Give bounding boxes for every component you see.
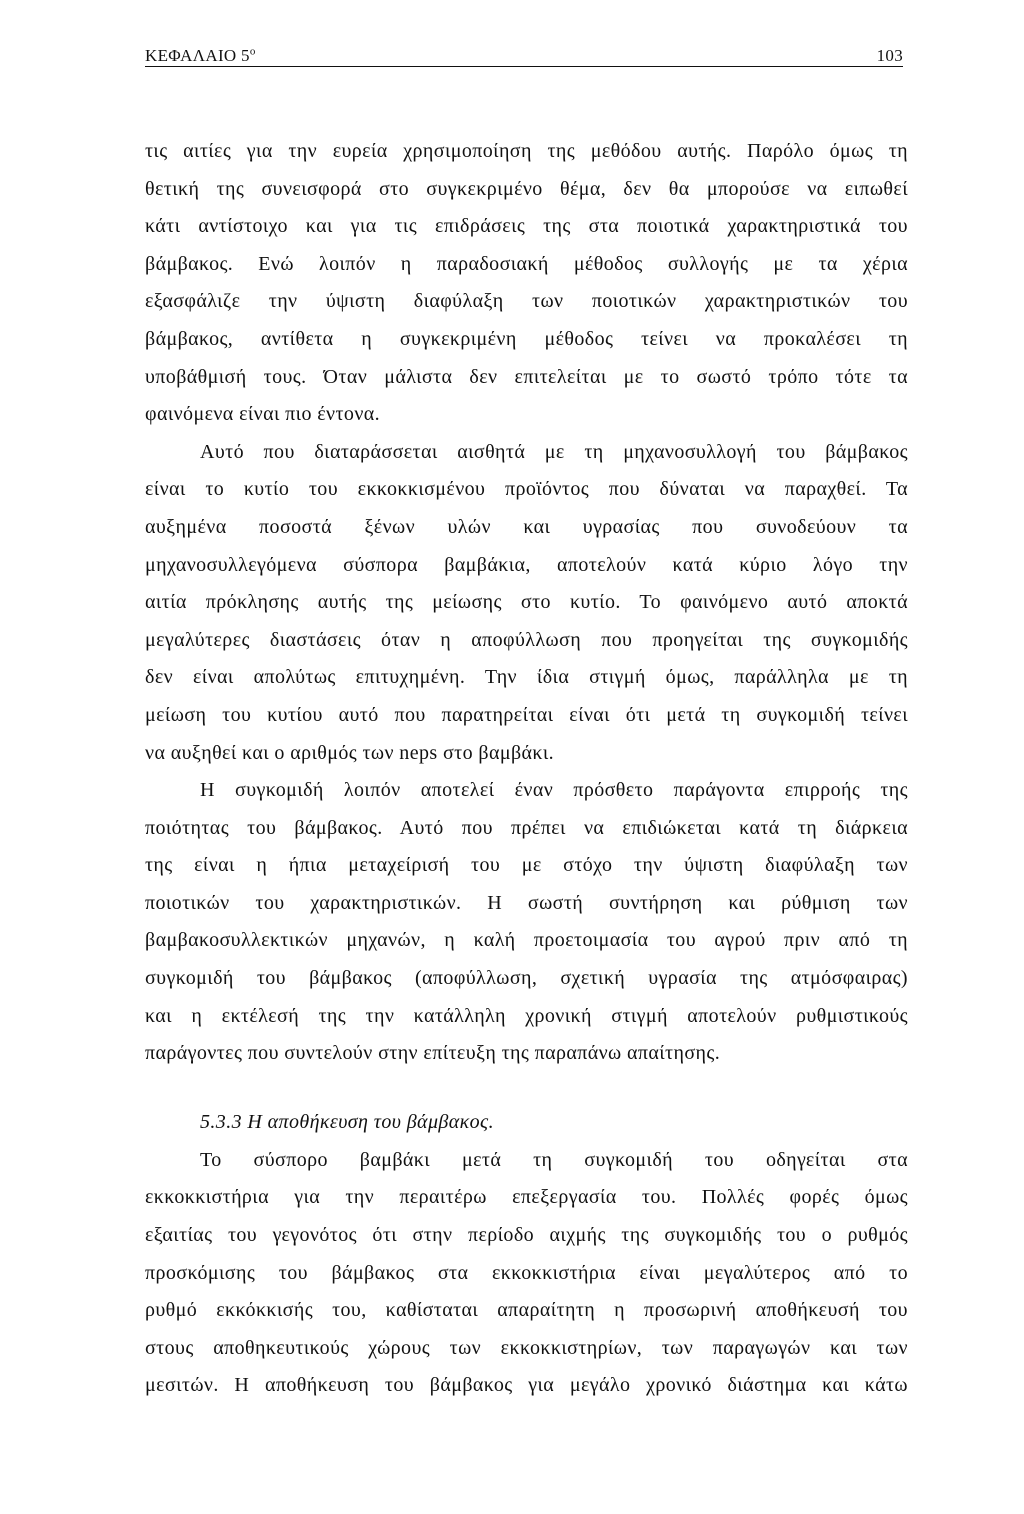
text-line: μεσιτών. Η αποθήκευση του βάμβακος για μεγάλο χρονικό διάστημα και κάτω [145, 1374, 908, 1397]
text-line: προσκόμισης του βάμβακος στα εκκοκκιστήρια είναι μεγαλύτερος από το [145, 1261, 908, 1284]
text-line: βάμβακος. Ενώ λοιπόν η παραδοσιακή μέθοδος συλλογής με τα χέρια [145, 252, 908, 275]
text-line: να αυξηθεί και ο αριθμός των neps στο βαμβάκι. [145, 741, 555, 764]
paragraph [145, 434, 908, 772]
text-line: είναι το κυτίο του εκκοκκισμένου προϊόντος που δύναται να παραχθεί. Τα [145, 478, 908, 501]
page-header [145, 46, 903, 67]
section-title: Η αποθήκευση του βάμβακος. [247, 1111, 494, 1134]
text-body [145, 133, 908, 1405]
text-line: τις αιτίες για την ευρεία χρησιμοποίηση της μεθόδου αυτής. Παρόλο όμως τη [145, 140, 908, 162]
page-number: 103 [876, 46, 903, 65]
text-line: παράγοντες που συντελούν στην επίτευξη της παραπάνω απαίτησης. [145, 1042, 721, 1065]
text-line: αυξημένα ποσοστά ξένων υλών και υγρασίας που συνοδεύουν τα [145, 515, 908, 538]
text-line: Η συγκομιδή λοιπόν αποτελεί έναν πρόσθετο παράγοντα επιρροής της [200, 779, 908, 802]
text-line: συγκομιδή του βάμβακος (αποφύλλωση, σχετική υγρασία της ατμόσφαιρας) [145, 967, 908, 990]
section-heading [145, 1104, 908, 1142]
text-line: ποιότητας του βάμβακος. Αυτό που πρέπει να επιδιώκεται κατά τη διάρκεια [145, 816, 908, 839]
chapter-title: ΚΕΦΑΛΑΙΟ $5^o$ [145, 45, 256, 65]
text-line: μεγαλύτερες διαστάσεις όταν η αποφύλλωση που προηγείται της συγκομιδής [145, 628, 908, 651]
text-line: βάμβακος, αντίθετα η συγκεκριμένη μέθοδος τείνει να προκαλέσει τη [145, 327, 908, 350]
text-line: Αυτό που διαταράσσεται αισθητά με τη μηχανοσυλλογή του βάμβακος [200, 440, 908, 463]
text-line: υποβάθμισή τους. Όταν μάλιστα δεν επιτελείται με το σωστό τρόπο τότε τα [145, 365, 908, 388]
text-line: φαινόμενα είναι πιο έντονα. [145, 403, 381, 426]
text-line: εξαιτίας του γεγονότος ότι στην περίοδο αιχμής της συγκομιδής του ο ρυθμός [145, 1224, 908, 1247]
text-line: Το σύσπορο βαμβάκι μετά τη συγκομιδή του οδηγείται στα [200, 1148, 908, 1171]
text-line: της είναι η ήπια μεταχείρισή του με στόχο την ύψιστη διαφύλαξη των [145, 854, 908, 877]
text-line: στους αποθηκευτικούς χώρους των εκκοκκιστηρίων, των παραγωγών και των [145, 1336, 908, 1359]
text-line: και η εκτέλεσή της την κατάλληλη χρονική στιγμή αποτελούν ρυθμιστικούς [145, 1004, 908, 1027]
section-number: 5.3.3 [200, 1111, 242, 1134]
chapter-superscript: ο [249, 45, 256, 58]
text-line: ρυθμό εκκόκκισής του, καθίσταται απαραίτητη η προσωρινή αποθήκευσή του [145, 1299, 908, 1322]
text-line: κάτι αντίστοιχο και για τις επιδράσεις της στα ποιοτικά χαρακτηριστικά του [145, 215, 908, 238]
text-line: μηχανοσυλλεγόμενα σύσπορα βαμβάκια, αποτελούν κατά κύριο λόγο την [145, 553, 908, 576]
text-line: ποιοτικών του χαρακτηριστικών. Η σωστή συντήρηση και ρύθμιση των [145, 891, 908, 914]
paragraph [145, 772, 908, 1073]
paragraph [145, 1142, 908, 1405]
text-line: εξασφάλιζε την ύψιστη διαφύλαξη των ποιοτικών χαρακτηριστικών του [145, 290, 908, 313]
text-line: δεν είναι απολύτως επιτυχημένη. Την ίδια στιγμή όμως, παράλληλα με τη [145, 666, 908, 689]
text-line: θετική της συνεισφορά στο συγκεκριμένο θέμα, δεν θα μπορούσε να ειπωθεί [145, 177, 908, 200]
text-line: βαμβακοσυλλεκτικών μηχανών, η καλή προετοιμασία του αγρού πριν από τη [145, 929, 908, 952]
text-line: μείωση του κυτίου αυτό που παρατηρείται είναι ότι μετά τη συγκομιδή τείνει [145, 703, 908, 726]
text-line: αιτία πρόκλησης αυτής της μείωσης στο κυτίο. Το φαινόμενο αυτό αποκτά [145, 591, 908, 614]
text-line: εκκοκκιστήρια για την περαιτέρω επεξεργασία του. Πολλές φορές όμως [145, 1186, 908, 1209]
paragraph [145, 133, 908, 434]
